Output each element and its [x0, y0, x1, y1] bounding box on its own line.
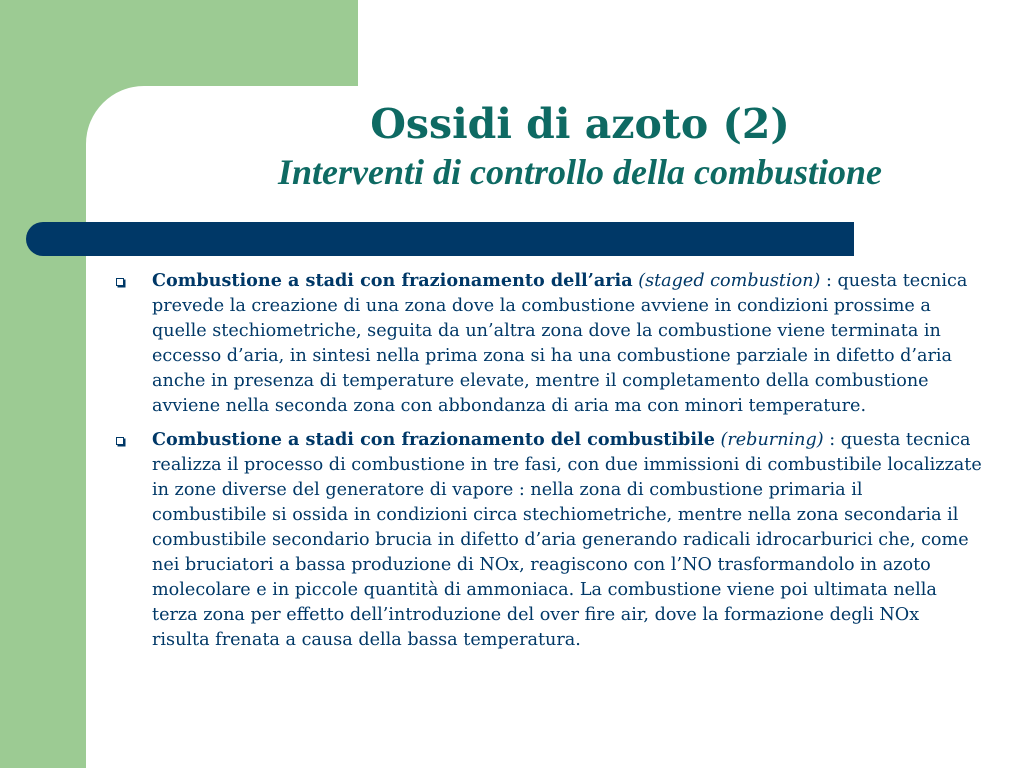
- slide-title: Ossidi di azoto (2): [370, 100, 790, 148]
- title-block: [150, 98, 1010, 192]
- square-bullet-icon: [116, 278, 124, 286]
- bullet-list: [110, 268, 982, 661]
- bullet-text: : questa tecnica prevede la creazione di una zona dove la combustione avviene in condizioni prossime a quelle stechiometriche, seguita da un’altra zona dove la combustione viene terminata in eccesso d’aria, in sintesi nella prima zona si ha una combustione parziale in difetto d’aria anche in presenza di temperature elevate, mentre il completamento della combustione avviene nella seconda zona con abbondanza di aria ma con minori temperature.: [152, 271, 968, 416]
- bullet-heading: Combustione a stadi con frazionamento del combustibile: [152, 429, 715, 450]
- bullet-term: (staged combustion): [638, 271, 821, 291]
- bullet-item: [110, 268, 982, 419]
- square-bullet-icon: [116, 437, 124, 445]
- bullet-item: [110, 427, 982, 653]
- bullet-heading: Combustione a stadi con frazionamento dell’aria: [152, 270, 633, 291]
- navy-divider-bar: [26, 222, 854, 256]
- slide-subtitle: Interventi di controllo della combustione: [277, 152, 883, 192]
- bullet-term: (reburning): [720, 430, 824, 450]
- bullet-text: : questa tecnica realizza il processo di combustione in tre fasi, con due immissioni di combustibile localizzate in zone diverse del generatore di vapore : nella zona di combustione primaria il combustibile si ossida in condizioni circa stechiometriche, mentre nella zona secondaria il combustibile secondario brucia in difetto d’aria generando radicali idrocarburici che, come nei bruciatori a bassa produzione di NOx, reagiscono con l’NO trasformandolo in azoto molecolare e in piccole quantità di ammoniaca. La combustione viene poi ultimata nella terza zona per effetto dell’introduzione del over fire air, dove la formazione degli NOx risulta frenata a causa della bassa temperatura.: [152, 430, 982, 650]
